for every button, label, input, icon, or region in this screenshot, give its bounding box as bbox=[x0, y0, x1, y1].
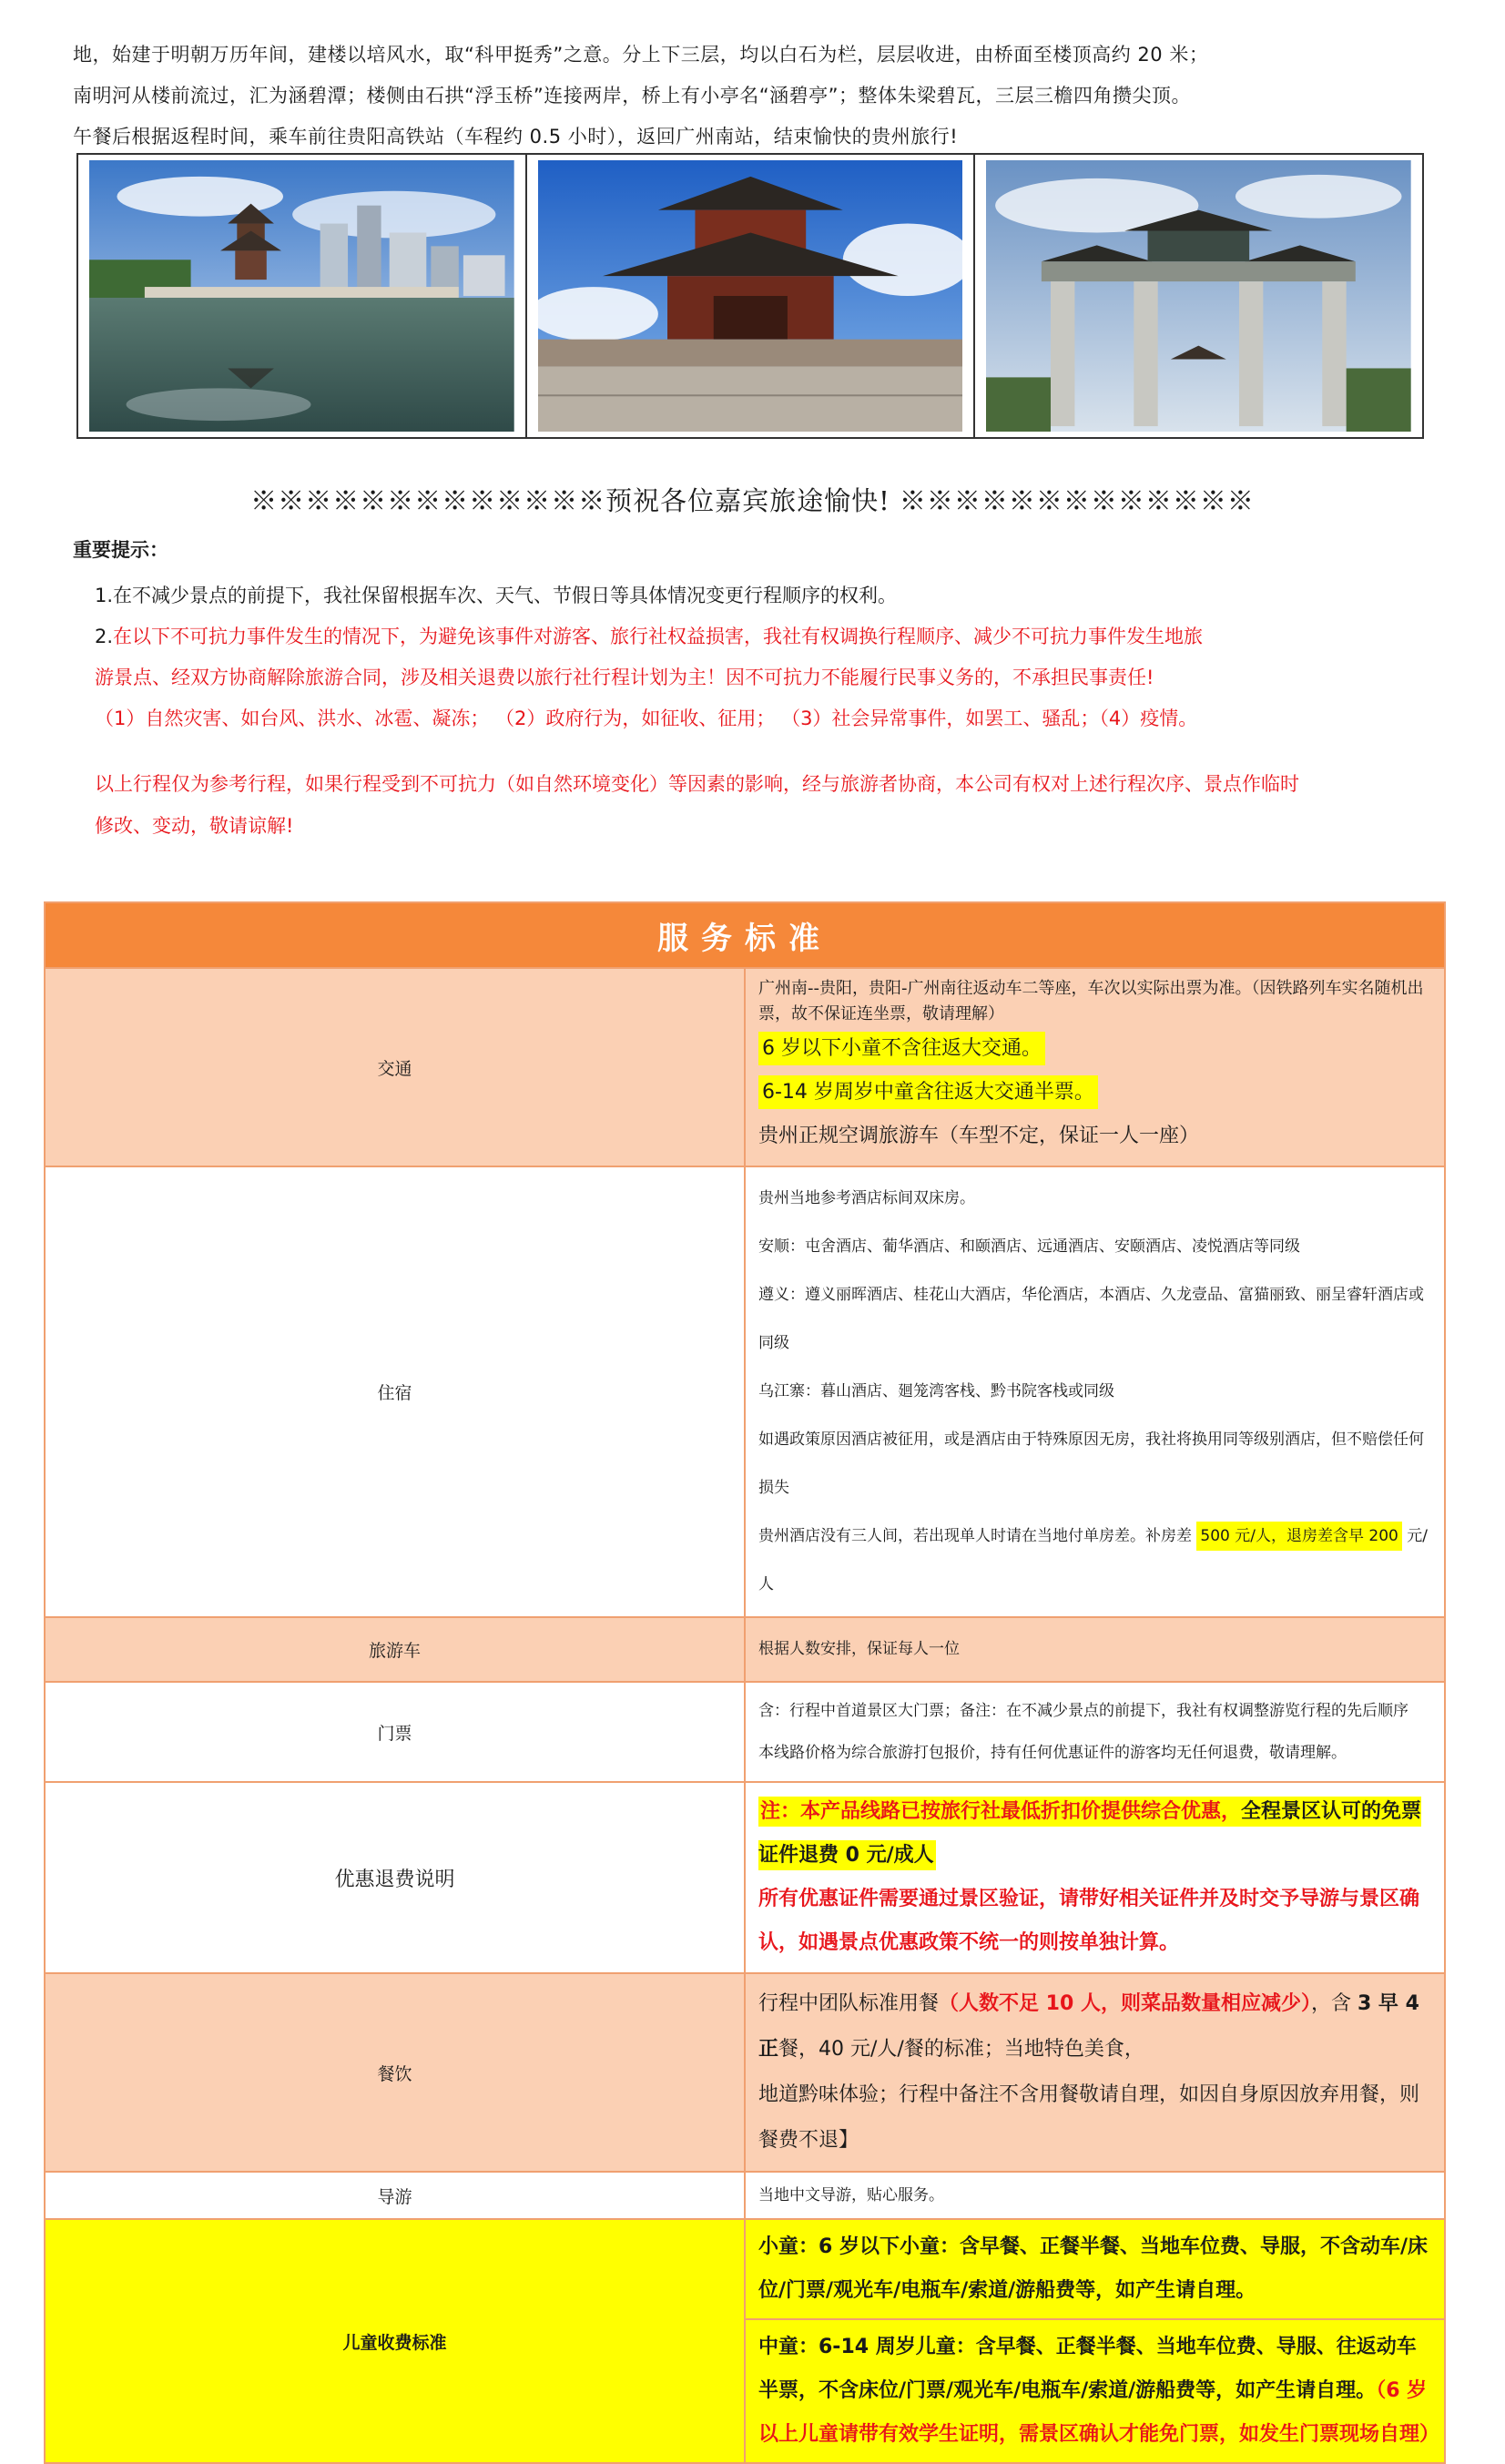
disclaimer bbox=[73, 763, 1457, 847]
meal-text: （人数不足 10 人，则菜品数量相应减少） bbox=[939, 1992, 1311, 2015]
transport-line: 贵州正规空调旅游车（车型不定，保证一人一座） bbox=[758, 1125, 1200, 1147]
ticket-line: 本线路价格为综合旅游打包报价，持有任何优惠证件的游客均无任何退费，敬请理解。 bbox=[758, 1744, 1347, 1762]
guide-line: 当地中文导游，贴心服务。 bbox=[758, 2186, 944, 2204]
bus-line: 根据人数安排，保证每人一位 bbox=[758, 1640, 960, 1658]
child-text: （6 岁以上儿童请带有效学生证明，需景区确认才能免门票，如发生门票现场自理） bbox=[758, 2379, 1440, 2446]
highlight: 500 元/人，退房差含早 200 bbox=[1196, 1522, 1401, 1551]
hotel-text: 贵州酒店没有三人间，若出现单人时请在当地付单房差。补房差 bbox=[758, 1527, 1197, 1545]
row-ticket bbox=[45, 1682, 1445, 1782]
notes-title: 重要提示： bbox=[73, 539, 168, 561]
highlight: 6-14 岁周岁中童含往返大交通半票。 bbox=[758, 1075, 1098, 1109]
discount-text: 全程景区认可的免票证件退费 0 元/成人 bbox=[758, 1800, 1422, 1867]
row-meal bbox=[45, 1973, 1445, 2172]
hotel-line: 遵义：遵义丽晖酒店、桂花山大酒店，华伦酒店，本酒店、久龙壹品、富猫丽致、丽呈睿轩酒店或同级 bbox=[758, 1286, 1424, 1352]
photo-memorial-arch bbox=[975, 155, 1422, 437]
hotel-line: 贵州当地参考酒店标间双床房。 bbox=[758, 1189, 975, 1207]
row-label: 导游 bbox=[45, 2172, 745, 2219]
row-value bbox=[745, 1617, 1445, 1682]
row-label: 餐饮 bbox=[45, 1973, 745, 2172]
meal-text: 3 早 4 正 bbox=[758, 1992, 1419, 2061]
photo-image bbox=[986, 160, 1411, 432]
row-transport bbox=[45, 968, 1445, 1166]
photo-jiaxiu-distant bbox=[78, 155, 527, 437]
child-text: 中童：6-14 周岁儿童：含早餐、正餐半餐、当地车位费、导服、往返动车半票，不含床位/门票/观光车/电瓶车/索道/游船费等，如产生请自理。 bbox=[758, 2336, 1417, 2402]
ticket-line: 含：行程中首道景区大门票；备注：在不减少景点的前提下，我社有权调整游览行程的先后顺序 bbox=[758, 1702, 1408, 1720]
discount-text: 注：本产品线路已按旅行社最低折扣价提供综合优惠， bbox=[760, 1800, 1242, 1823]
photo-strip bbox=[76, 153, 1424, 439]
meal-text: 行程中团队标准用餐 bbox=[758, 1992, 940, 2015]
row-guide bbox=[45, 2172, 1445, 2219]
photo-image bbox=[538, 160, 963, 432]
note-item-2 bbox=[73, 616, 1457, 657]
row-value bbox=[745, 1166, 1445, 1617]
meal-text: 地道黔味体验；行程中备注不含用餐敬请自理，如因自身原因放弃用餐，则餐费不退】 bbox=[758, 2083, 1420, 2152]
hotel-text: 元/人 bbox=[758, 1527, 1428, 1593]
row-value bbox=[745, 2172, 1445, 2219]
hotel-line: 安顺：屯舍酒店、葡华酒店、和颐酒店、远通酒店、安颐酒店、凌悦酒店等同级 bbox=[758, 1237, 1300, 1256]
transport-line bbox=[758, 1071, 1433, 1115]
meal-text: ，含 bbox=[1310, 1992, 1358, 2015]
row-label: 优惠退费说明 bbox=[45, 1782, 745, 1973]
highlight bbox=[758, 1797, 1421, 1870]
service-standard-table bbox=[44, 901, 1446, 2464]
note-item-2-cont: 游景点、经双方协商解除旅游合同，涉及相关退费以旅行社行程计划为主！因不可抗力不能履行民事义务的，不承担民事责任! bbox=[95, 667, 1154, 688]
row-child bbox=[45, 2219, 1445, 2463]
wish-banner: ※※※※※※※※※※※※※预祝各位嘉宾旅途愉快! ※※※※※※※※※※※※※ bbox=[250, 485, 1255, 516]
intro-line: 南明河从楼前流过，汇为涵碧潭；楼侧由石拱“浮玉桥”连接两岸，桥上有小亭名“涵碧亭”；整体朱梁碧瓦，三层三檐四角攒尖顶。 bbox=[73, 85, 1192, 107]
highlight: 6 岁以下小童不含往返大交通。 bbox=[758, 1032, 1045, 1065]
transport-line: 广州南--贵阳，贵阳-广州南往返动车二等座，车次以实际出票为准。（因铁路列车实名随机出票，故不保证连坐票，敬请理解） bbox=[758, 979, 1424, 1023]
child-medium bbox=[746, 2320, 1444, 2462]
row-value bbox=[745, 2219, 1445, 2463]
row-hotel bbox=[45, 1166, 1445, 1617]
row-discount bbox=[45, 1782, 1445, 1973]
hotel-line bbox=[758, 1512, 1433, 1609]
intro-line: 地，始建于明朝万历年间，建楼以培风水，取“科甲挺秀”之意。分上下三层，均以白石为栏，层层收进，由桥面至楼顶高约 20 米； bbox=[73, 44, 1209, 66]
intro-paragraph bbox=[73, 35, 1439, 158]
row-label: 住宿 bbox=[45, 1166, 745, 1617]
hotel-line: 乌江寨：暮山酒店、廻笼湾客栈、黔书院客栈或同级 bbox=[758, 1382, 1114, 1400]
note-number: 2. bbox=[95, 626, 114, 647]
row-value bbox=[745, 1782, 1445, 1973]
disclaimer-line: 修改、变动，敬请谅解! bbox=[95, 815, 294, 837]
discount-line bbox=[758, 1790, 1433, 1878]
hotel-line: 如遇政策原因酒店被征用，或是酒店由于特殊原因无房，我社将换用同等级别酒店，但不赔偿任何损失 bbox=[758, 1431, 1424, 1497]
row-value bbox=[745, 968, 1445, 1166]
row-label: 交通 bbox=[45, 968, 745, 1166]
child-small: 小童：6 岁以下小童：含早餐、正餐半餐、当地车位费、导服，不含动车/床位/门票/观光车/电瓶车/索道/游船费等，如产生请自理。 bbox=[746, 2220, 1444, 2320]
row-label: 旅游车 bbox=[45, 1617, 745, 1682]
transport-line bbox=[758, 1027, 1433, 1071]
photo-jiaxiu-close bbox=[527, 155, 976, 437]
note-text: 在以下不可抗力事件发生的情况下，为避免该事件对游客、旅行社权益损害，我社有权调换行程顺序、减少不可抗力事件发生地旅 bbox=[113, 626, 1204, 647]
note-item-2-list: （1）自然灾害、如台风、洪水、冰雹、凝冻； （2）政府行为，如征收、征用； （3）社会异常事件，如罢工、骚乱；（4）疫情。 bbox=[95, 708, 1198, 729]
intro-line: 午餐后根据返程时间，乘车前往贵阳高铁站（车程约 0.5 小时），返回广州南站，结束愉快的贵州旅行! bbox=[73, 126, 959, 148]
row-bus bbox=[45, 1617, 1445, 1682]
note-item-1: 1.在不减少景点的前提下，我社保留根据车次、天气、节假日等具体情况变更行程顺序的权利。 bbox=[95, 585, 898, 606]
row-value bbox=[745, 1973, 1445, 2172]
service-table-header: 服务标准 bbox=[45, 902, 1445, 968]
discount-line: 所有优惠证件需要通过景区验证，请带好相关证件并及时交予导游与景区确认，如遇景点优惠政策不统一的则按单独计算。 bbox=[758, 1888, 1420, 1954]
important-notes bbox=[73, 535, 1457, 847]
row-label: 儿童收费标准 bbox=[45, 2219, 745, 2463]
photo-image bbox=[89, 160, 514, 432]
row-label: 门票 bbox=[45, 1682, 745, 1782]
meal-text: 餐，40 元/人/餐的标准；当地特色美食， bbox=[778, 2038, 1144, 2061]
disclaimer-line: 以上行程仅为参考行程，如果行程受到不可抗力（如自然环境变化）等因素的影响，经与旅游者协商，本公司有权对上述行程次序、景点作临时 bbox=[95, 773, 1299, 795]
row-value bbox=[745, 1682, 1445, 1782]
